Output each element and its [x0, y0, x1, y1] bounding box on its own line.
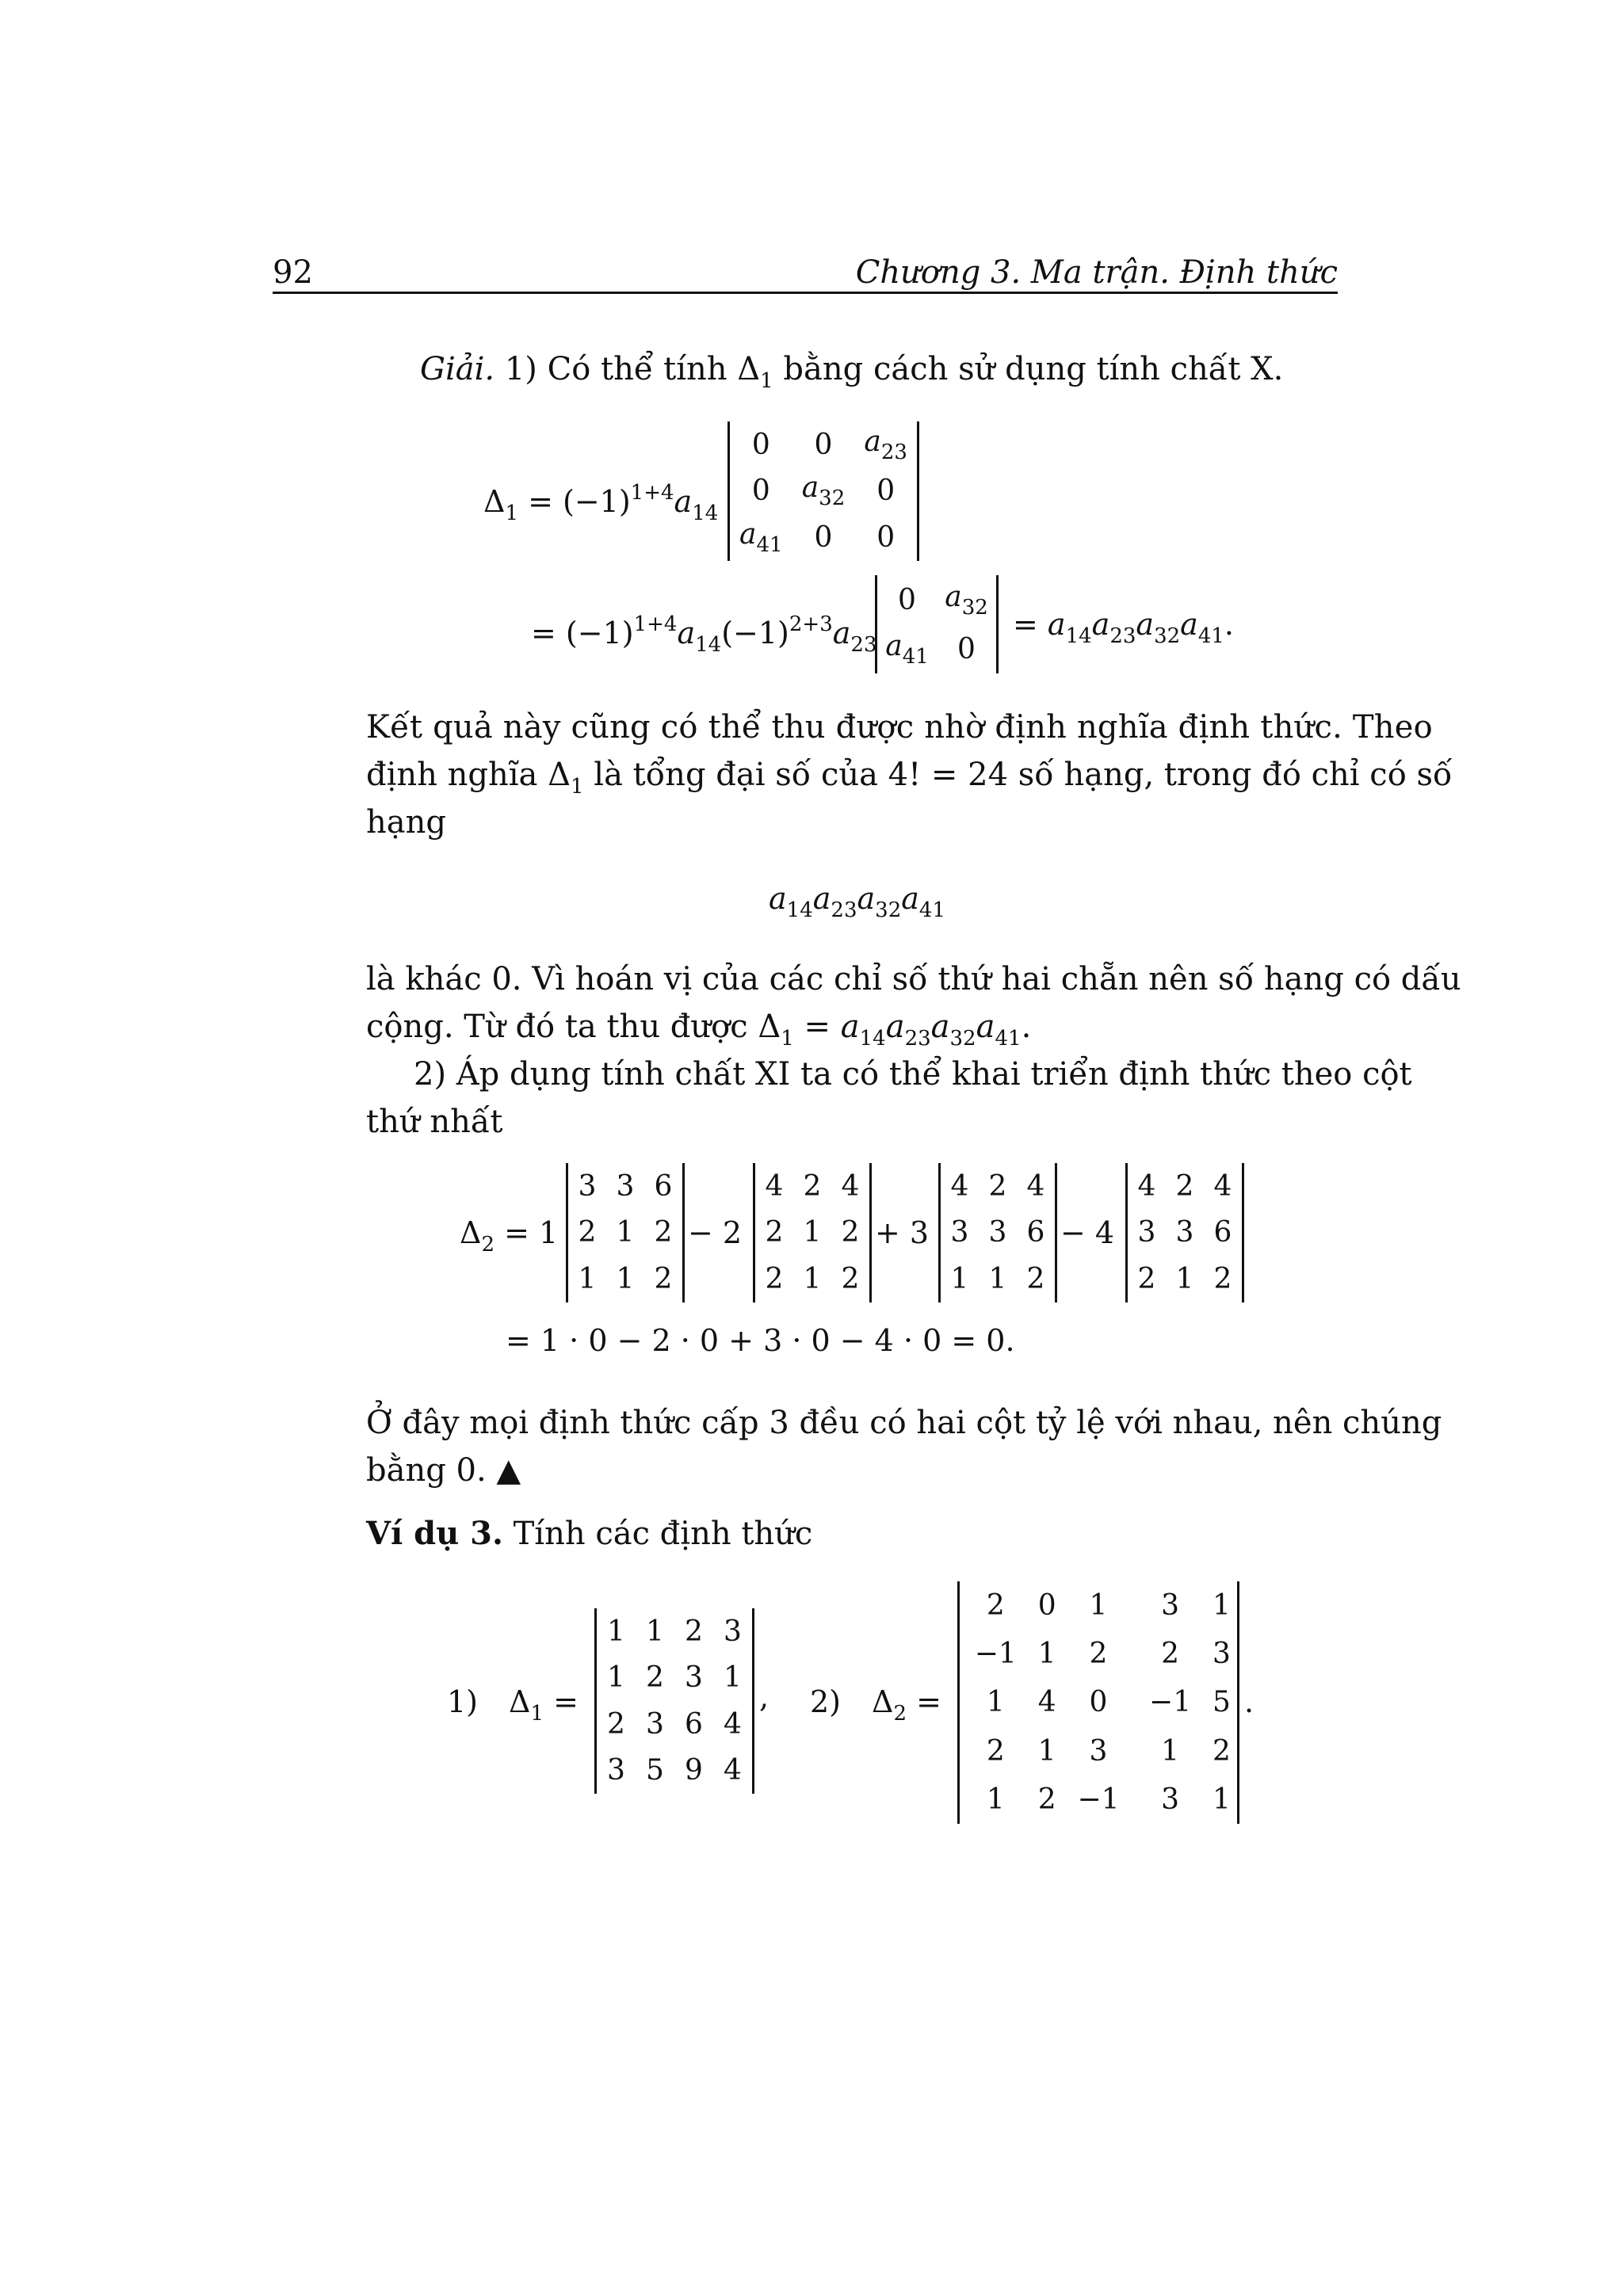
matrix-cell: 1 [1212, 1783, 1231, 1816]
delta-symbol: Δ [872, 1684, 894, 1719]
matrix-cell: −1 [1077, 1783, 1120, 1816]
matrix-cell: 2 [986, 1734, 1005, 1768]
matrix-cell: 3 [578, 1169, 597, 1203]
matrix-cell: 1 [803, 1216, 822, 1249]
item1-determinant [594, 1608, 754, 1794]
matrix-cell: 1 [1161, 1734, 1180, 1768]
matrix-cell: 1 [1037, 1734, 1056, 1768]
eq2-a23: a [832, 616, 851, 650]
delta-sub: 1 [505, 502, 518, 525]
example-label: Ví dụ 3. [366, 1515, 503, 1552]
para3-line2: thứ nhất [366, 1104, 503, 1140]
solution-intro-tail: bằng cách sử dụng tính chất X. [773, 351, 1284, 387]
eq3-result: = 1 · 0 − 2 · 0 + 3 · 0 − 4 · 0 = 0. [506, 1323, 1015, 1358]
matrix-cell: 2 [986, 1589, 1005, 1623]
matrix-cell: 3 [607, 1754, 625, 1787]
matrix-cell: 2 [1037, 1783, 1056, 1816]
matrix-cell: 4 [1037, 1686, 1056, 1719]
eq2-a14: a [677, 616, 696, 650]
delta-sub: 1 [530, 1702, 544, 1726]
delta-symbol: Δ [460, 1215, 482, 1250]
matrix-cell: $a_{32}$ [801, 471, 846, 511]
eq3-op-2: − 2 [688, 1215, 743, 1250]
matrix-cell: 3 [646, 1707, 664, 1741]
matrix-cell: 1 [988, 1263, 1007, 1296]
matrix-cell: 6 [654, 1169, 673, 1203]
matrix-cell: 0 [814, 428, 833, 461]
matrix-cell: 3 [685, 1661, 703, 1695]
matrix-cell: 1 [986, 1783, 1005, 1816]
matrix-cell: 2 [1161, 1638, 1180, 1671]
para1-line2 [366, 751, 1453, 810]
matrix-cell: $a_{32}$ [945, 580, 988, 620]
matrix-cell: 2 [1137, 1263, 1156, 1296]
eq1-lhs [483, 469, 718, 537]
matrix-cell: 1 [986, 1686, 1005, 1719]
item2-label: 2) [810, 1684, 842, 1719]
matrix-cell: 1 [1037, 1638, 1056, 1671]
eq2-matrix [877, 575, 996, 673]
matrix-cell: 1 [578, 1263, 597, 1296]
matrix-cell: 0 [876, 475, 896, 508]
solution-intro-sub: 1 [760, 369, 773, 393]
matrix-cell: 4 [724, 1754, 742, 1787]
matrix-cell: $a_{41}$ [885, 629, 929, 669]
matrix-cell: 1 [1175, 1263, 1194, 1296]
product-sub: 14 [1065, 624, 1092, 648]
matrix-cell: 5 [1212, 1686, 1231, 1719]
matrix-cell: 2 [988, 1169, 1007, 1203]
product-sub: 23 [831, 898, 857, 922]
eq1-coef: a [674, 484, 693, 519]
delta-sub: 2 [481, 1233, 495, 1257]
matrix-cell: 4 [1137, 1169, 1156, 1203]
matrix-cell: 0 [1089, 1686, 1108, 1719]
product-var: a [976, 1009, 995, 1045]
matrix-cell: 2 [1175, 1169, 1194, 1203]
product-sub: 23 [904, 1027, 931, 1051]
product-var: a [930, 1009, 950, 1045]
matrix-cell: 0 [876, 521, 896, 555]
product-sub: 41 [1197, 624, 1224, 648]
eq2-period: . [1224, 607, 1235, 642]
matrix-cell: 2 [607, 1707, 625, 1741]
para1-line2-b: là tổng đại số của 4! = 24 số hạng, trong đó chỉ có số [583, 757, 1453, 793]
matrix-cell: 2 [654, 1263, 673, 1296]
delta-sub: 2 [893, 1702, 907, 1726]
matrix-cell: −1 [974, 1638, 1017, 1671]
para4-line1: Ở đây mọi định thức cấp 3 đều có hai cột tỷ lệ với nhau, nên chúng [366, 1405, 1442, 1441]
product-sub: 14 [786, 898, 813, 922]
matrix-cell: 1 [1089, 1589, 1108, 1623]
matrix-cell: 2 [765, 1216, 784, 1249]
eq3-det-2 [753, 1163, 872, 1302]
product-var: a [1180, 607, 1198, 642]
product-sub: 14 [859, 1027, 886, 1051]
product-sub: 41 [918, 898, 945, 922]
item1-label: 1) [447, 1684, 479, 1719]
matrix-cell: $a_{23}$ [864, 425, 907, 464]
solution-intro-text: 1) Có thể tính Δ [504, 351, 761, 387]
para2-line2-b: = [793, 1009, 841, 1045]
matrix-cell: 4 [841, 1169, 860, 1203]
eq3-matrix-1 [568, 1163, 682, 1302]
item1-lhs [509, 1678, 579, 1737]
eq2-exp2: 2+3 [789, 612, 833, 636]
matrix-cell: 4 [950, 1169, 969, 1203]
para2-line2-c: . [1021, 1009, 1032, 1045]
matrix-cell: 0 [751, 428, 770, 461]
eq3-op-1: = 1 [495, 1215, 559, 1250]
product-var: a [840, 1009, 860, 1045]
matrix-cell: 2 [765, 1263, 784, 1296]
eq3-det-3 [938, 1163, 1057, 1302]
solution-intro [420, 345, 1283, 405]
matrix-cell: 3 [1175, 1216, 1194, 1249]
matrix-cell: 1 [724, 1661, 742, 1695]
para1-line3: hạng [366, 804, 446, 841]
matrix-cell: 2 [1089, 1638, 1108, 1671]
matrix-cell: 2 [1213, 1263, 1232, 1296]
matrix-cell: 6 [685, 1707, 703, 1741]
eq1-equals: = (−1) [518, 484, 631, 519]
para1-line2-a: định nghĩa Δ [366, 757, 571, 793]
eq1-coef-sub: 14 [692, 502, 719, 525]
eq1-determinant [727, 421, 919, 561]
eq2-determinant [875, 575, 999, 673]
matrix-cell: 3 [616, 1169, 635, 1203]
para1-line2-sub: 1 [571, 775, 584, 799]
item2-period: . [1244, 1684, 1254, 1719]
matrix-cell: 5 [646, 1754, 664, 1787]
eq3-matrix-2 [755, 1163, 869, 1302]
matrix-cell: −1 [1149, 1686, 1192, 1719]
eq3-lhs [460, 1209, 558, 1268]
matrix-cell: 3 [1089, 1734, 1108, 1768]
item2-matrix [960, 1581, 1237, 1824]
matrix-cell: 6 [1213, 1216, 1232, 1249]
matrix-cell: 1 [803, 1263, 822, 1296]
matrix-cell: 6 [1026, 1216, 1045, 1249]
delta-symbol: Δ [509, 1684, 531, 1719]
eq2-start: = (−1) [531, 616, 634, 650]
matrix-cell: 4 [724, 1707, 742, 1741]
header-rule [273, 292, 1338, 294]
matrix-cell: 2 [1212, 1734, 1231, 1768]
eq3-op-3: + 3 [875, 1215, 930, 1250]
para4-line2: bằng 0. ▲ [366, 1452, 521, 1489]
matrix-cell: 3 [1212, 1638, 1231, 1671]
example-heading [366, 1510, 812, 1558]
item2-lhs [872, 1678, 941, 1737]
eq2-result-product: a [1047, 607, 1066, 642]
centered-term [769, 875, 945, 934]
product-var: a [812, 881, 831, 916]
eq3-matrix-3 [941, 1163, 1055, 1302]
equals-sign: = [544, 1684, 579, 1719]
eq2-a14-sub: 14 [695, 633, 722, 657]
matrix-cell: 0 [1037, 1589, 1056, 1623]
eq1-exponent: 1+4 [630, 481, 674, 505]
matrix-cell: 1 [1212, 1589, 1231, 1623]
matrix-cell: 9 [685, 1754, 703, 1787]
item1-matrix [597, 1608, 752, 1794]
product-var: a [885, 1009, 905, 1045]
matrix-cell: 1 [616, 1216, 635, 1249]
product-sub: 32 [875, 898, 902, 922]
matrix-cell: 2 [803, 1169, 822, 1203]
matrix-cell: 2 [654, 1216, 673, 1249]
eq3-op-4: − 4 [1060, 1215, 1115, 1250]
eq1-matrix [730, 421, 917, 561]
matrix-cell: 2 [685, 1615, 703, 1648]
para1-line1: Kết quả này cũng có thể thu được nhờ định nghĩa định thức. Theo [366, 709, 1433, 746]
para3-line1: 2) Áp dụng tính chất XI ta có thể khai triển định thức theo cột [414, 1056, 1412, 1093]
product-var: a [1136, 607, 1155, 642]
matrix-cell: 3 [1137, 1216, 1156, 1249]
matrix-cell: 0 [814, 521, 833, 555]
matrix-cell: 0 [751, 475, 770, 508]
matrix-cell: 4 [765, 1169, 784, 1203]
product-var: a [1091, 607, 1110, 642]
matrix-cell: 1 [950, 1263, 969, 1296]
matrix-cell: 3 [1161, 1589, 1180, 1623]
equals-sign: = [907, 1684, 941, 1719]
eq2-mid: (−1) [721, 616, 789, 650]
matrix-cell: 4 [1026, 1169, 1045, 1203]
example-text: Tính các định thức [502, 1516, 813, 1552]
matrix-cell: 1 [607, 1661, 625, 1695]
solution-label: Giải. [420, 351, 495, 387]
matrix-cell: 1 [646, 1615, 664, 1648]
eq2-prefix [531, 601, 877, 669]
product-sub: 41 [995, 1027, 1022, 1051]
product-var: a [857, 881, 876, 916]
matrix-cell: 4 [1213, 1169, 1232, 1203]
item1-comma: , [759, 1680, 769, 1714]
para2-line2-sub: 1 [781, 1027, 794, 1051]
product-sub: 32 [1154, 624, 1181, 648]
eq2-result-equals: = [1013, 607, 1048, 642]
matrix-cell: 2 [646, 1661, 664, 1695]
chapter-title: Chương 3. Ma trận. Định thức [855, 254, 1338, 291]
para2-line1: là khác 0. Vì hoán vị của các chỉ số thứ hai chẵn nên số hạng có dấu [366, 961, 1461, 997]
matrix-cell: 1 [616, 1263, 635, 1296]
matrix-cell: 3 [988, 1216, 1007, 1249]
matrix-cell: 2 [578, 1216, 597, 1249]
product-sub: 32 [949, 1027, 976, 1051]
matrix-cell: 1 [607, 1615, 625, 1648]
eq3-det-4 [1125, 1163, 1244, 1302]
eq2-exp1: 1+4 [633, 612, 678, 636]
matrix-cell: 2 [1026, 1263, 1045, 1296]
product-var: a [901, 881, 919, 916]
para2-line2-a: cộng. Từ đó ta thu được Δ [366, 1009, 781, 1045]
matrix-cell: $a_{41}$ [739, 518, 783, 558]
matrix-cell: 3 [950, 1216, 969, 1249]
matrix-cell: 3 [1161, 1783, 1180, 1816]
matrix-cell: 2 [841, 1263, 860, 1296]
eq2-result [1013, 601, 1234, 660]
item2-determinant [957, 1581, 1239, 1824]
eq3-matrix-4 [1128, 1163, 1242, 1302]
matrix-cell: 0 [957, 632, 976, 666]
delta-symbol: Δ [483, 484, 506, 519]
page-number: 92 [273, 254, 313, 291]
product-sub: 23 [1109, 624, 1136, 648]
eq2-a23-sub: 23 [850, 633, 877, 657]
product-var: a [769, 881, 787, 916]
matrix-cell: 2 [841, 1216, 860, 1249]
eq3-det-1 [566, 1163, 685, 1302]
matrix-cell: 0 [898, 583, 916, 616]
matrix-cell: 3 [724, 1615, 742, 1648]
